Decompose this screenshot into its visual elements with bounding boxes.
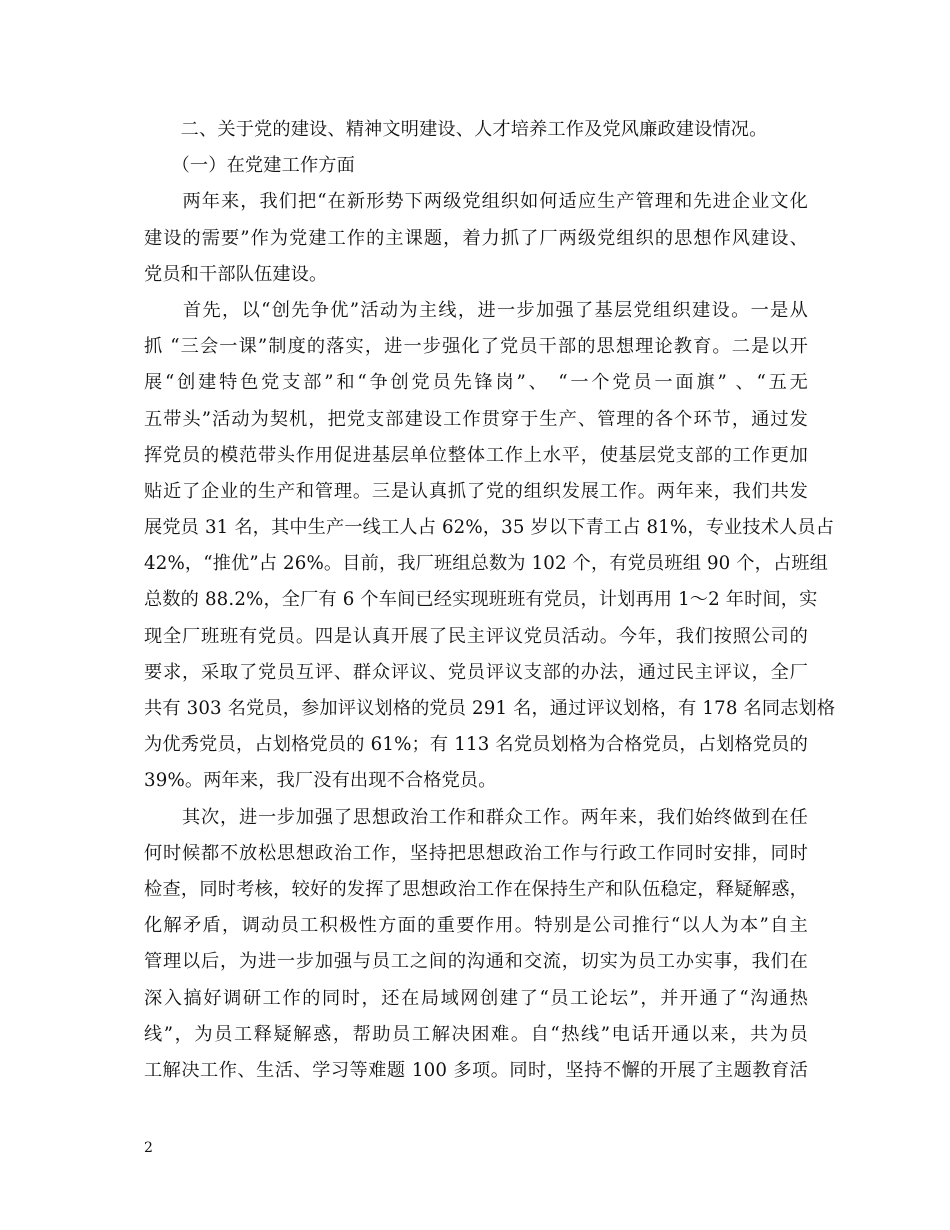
text-line: 共有 303 名党员，参加评议划格的党员 291 名，通过评议划格，有 178 名同志划格 <box>144 698 836 719</box>
text-line: 为优秀党员，占划格党员的 61%；有 113 名党员划格为合格党员，占划格党员的 <box>144 734 808 756</box>
text-line: 展“创建特色党支部”和“争创党员先锋岗”、 “一个党员一面旗” 、“五无 <box>144 372 808 394</box>
text-line: 工解决工作、生活、学习等难题 100 多项。同时，坚持不懈的开展了主题教育活 <box>144 1059 808 1081</box>
text-line: 总数的 88.2%，全厂有 6 个车间已经实现班班有党员，计划再用 1～2 年时间，实 <box>144 589 818 611</box>
text-line: 建设的需要”作为党建工作的主课题，着力抓了厂两级党组织的思想作风建设、 <box>144 227 808 249</box>
text-line: 39%。两年来，我厂没有出现不合格党员。 <box>144 770 497 792</box>
text-line: 化解矛盾，调动员工积极性方面的重要作用。特别是公司推行“以人为本”自主 <box>144 915 808 937</box>
text-line: 两年来，我们把“在新形势下两级党组织如何适应生产管理和先进企业文化 <box>144 191 808 213</box>
text-line: 何时候都不放松思想政治工作，坚持把思想政治工作与行政工作同时安排，同时 <box>144 842 808 864</box>
text-line: 展党员 31 名，其中生产一线工人占 62%，35 岁以下青工占 81%，专业技术人员占 <box>144 517 835 539</box>
text-line: 要求，采取了党员互评、群众评议、党员评议支部的办法，通过民主评议，全厂 <box>144 661 808 683</box>
text-line: 五带头”活动为契机，把党支部建设工作贯穿于生产、管理的各个环节，通过发 <box>144 408 808 430</box>
text-line: 二、关于党的建设、精神文明建设、人才培养工作及党风廉政建设情况。 <box>144 119 768 140</box>
document-body <box>144 112 836 1089</box>
text-line: 贴近了企业的生产和管理。三是认真抓了党的组织发展工作。两年来，我们共发 <box>144 480 808 502</box>
page-number: 2 <box>144 1140 153 1156</box>
text-line: 挥党员的模范带头作用促进基层单位整体工作上水平，使基层党支部的工作更加 <box>144 444 808 466</box>
text-line: 现全厂班班有党员。四是认真开展了民主评议党员活动。今年，我们按照公司的 <box>144 625 808 647</box>
text-line: 管理以后，为进一步加强与员工之间的沟通和交流，切实为员工办实事，我们在 <box>144 951 808 973</box>
text-line: 党员和干部队伍建设。 <box>144 263 328 285</box>
text-line: 其次，进一步加强了思想政治工作和群众工作。两年来，我们始终做到在任 <box>144 806 808 828</box>
text-line: 抓 “三会一课”制度的落实，进一步强化了党员干部的思想理论教育。二是以开 <box>144 336 808 358</box>
text-line: 首先，以“创先争优”活动为主线，进一步加强了基层党组织建设。一是从 <box>144 299 808 321</box>
text-line: 检查，同时考核，较好的发挥了思想政治工作在保持生产和队伍稳定，释疑解惑， <box>144 878 808 900</box>
text-line: 线”，为员工释疑解惑，帮助员工解决困难。自“热线”电话开通以来，共为员 <box>144 1023 808 1045</box>
text-line: （一）在党建工作方面 <box>144 155 355 177</box>
text-line: 42%，“推优”占 26%。目前，我厂班组总数为 102 个，有党员班组 90 个，占班组 <box>144 553 829 575</box>
text-line: 深入搞好调研工作的同时，还在局域网创建了“员工论坛”，并开通了“沟通热 <box>144 987 808 1009</box>
